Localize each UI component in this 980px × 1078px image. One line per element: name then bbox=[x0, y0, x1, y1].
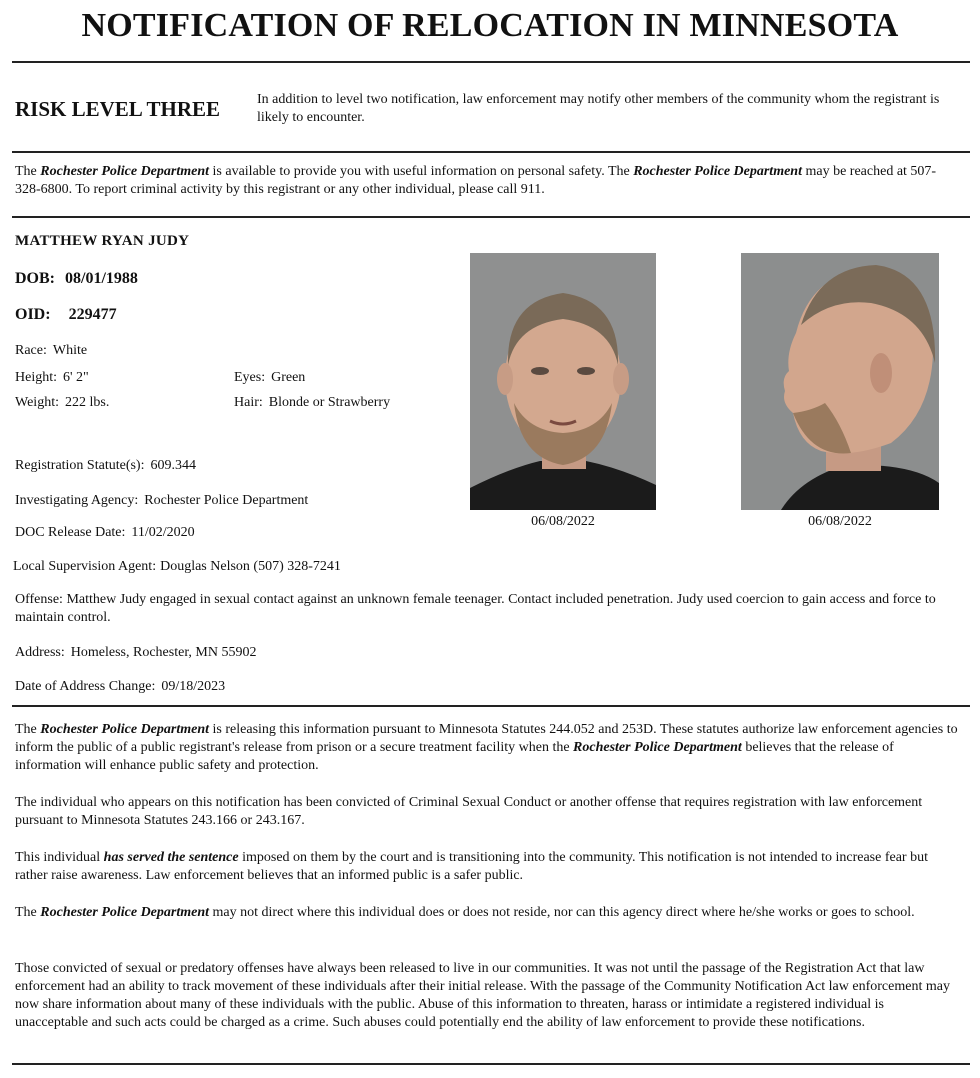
weight-label: Weight: bbox=[15, 395, 59, 410]
address-field bbox=[15, 644, 256, 662]
hair-field bbox=[234, 394, 390, 412]
offense-field bbox=[15, 591, 960, 627]
eyes-value: Green bbox=[271, 370, 306, 385]
registration-act-paragraph: Those convicted of sexual or predatory offenses have always been released to live in our communities. It was not until the passage of the Registration Act that law enforcement had an ability to track movement of these individuals after their initial release. With the passage of the Community Notification Act law enforcement may now share information about many of these individuals with the public. Abuse of this information to threaten, harass or intimidate a registered individual is unacceptable and such acts could be charged as a crime. Such abuses could potentially end the ability of law enforcement to provide these notifications. bbox=[15, 961, 950, 1030]
offense-value: Matthew Judy engaged in sexual contact against an unknown female teenager. Contact included penetration. Judy used coercion to gain access and force to maintain control. bbox=[15, 592, 936, 625]
release-value: 11/02/2020 bbox=[131, 525, 195, 540]
agency-value: Rochester Police Department bbox=[144, 493, 309, 508]
front-photo-date: 06/08/2022 bbox=[531, 514, 595, 529]
agent-label: Local Supervision Agent: bbox=[13, 559, 157, 574]
agent-field bbox=[13, 558, 341, 576]
race-label: Race: bbox=[15, 343, 47, 358]
page-title: NOTIFICATION OF RELOCATION IN MINNESOTA bbox=[81, 7, 899, 44]
offense-label: Offense: bbox=[15, 592, 63, 607]
address-label: Address: bbox=[15, 645, 65, 660]
release-label: DOC Release Date: bbox=[15, 525, 126, 540]
profile-portrait-illustration bbox=[741, 253, 939, 510]
text-segment: The bbox=[15, 905, 41, 920]
agency-name: Rochester Police Department bbox=[40, 722, 210, 737]
registrant-name: MATTHEW RYAN JUDY bbox=[15, 233, 190, 249]
front-photo bbox=[470, 253, 656, 510]
agency-name: Rochester Police Department bbox=[40, 905, 210, 920]
text-segment: The bbox=[15, 722, 41, 737]
agency-name: Rochester Police Department bbox=[633, 164, 802, 179]
agency-name: Rochester Police Department bbox=[40, 164, 210, 179]
text-segment: believes that the release of information will enhance public safety and protection. bbox=[15, 740, 894, 773]
dob-value: 08/01/1988 bbox=[65, 270, 138, 287]
divider bbox=[12, 61, 970, 63]
statutes-paragraph bbox=[15, 721, 960, 775]
hair-value: Blonde or Strawberry bbox=[268, 395, 391, 410]
front-portrait-illustration bbox=[470, 253, 656, 510]
profile-photo-date: 06/08/2022 bbox=[808, 514, 872, 529]
statute-label: Registration Statute(s): bbox=[15, 458, 145, 473]
dob-field bbox=[15, 269, 138, 289]
text-segment: imposed on them by the court and is transitioning into the community. This notification is not intended to increase fear but rather raise awareness. Law enforcement believes that an informed public is a safer public. bbox=[15, 850, 928, 883]
hair-label: Hair: bbox=[234, 395, 263, 410]
sentence-paragraph bbox=[15, 849, 960, 885]
height-value: 6' 2" bbox=[63, 370, 89, 385]
address-change-value: 09/18/2023 bbox=[161, 679, 226, 694]
eyes-field bbox=[234, 369, 305, 387]
weight-field bbox=[15, 394, 109, 412]
profile-photo bbox=[741, 253, 939, 510]
statute-value: 609.344 bbox=[150, 458, 196, 473]
divider bbox=[12, 216, 970, 218]
text-segment: may be reached at 507-328-6800. To report criminal activity by this registrant or any other individual, please call 911. bbox=[15, 164, 937, 197]
race-field bbox=[15, 342, 87, 360]
agency-name: Rochester Police Department bbox=[573, 740, 742, 755]
oid-value: 229477 bbox=[68, 306, 117, 323]
text-segment: may not direct where this individual does or does not reside, nor can this agency direct where he/she works or goes to school. bbox=[209, 905, 915, 920]
risk-level: RISK LEVEL THREE bbox=[15, 97, 221, 121]
agency-field bbox=[15, 492, 308, 510]
address-change-field bbox=[15, 678, 225, 696]
emphasis-text: has served the sentence bbox=[103, 850, 239, 865]
divider bbox=[12, 1063, 970, 1065]
release-field bbox=[15, 524, 195, 542]
agency-label: Investigating Agency: bbox=[15, 493, 139, 508]
statute-field bbox=[15, 457, 196, 475]
agent-value: Douglas Nelson (507) 328-7241 bbox=[160, 559, 341, 574]
divider bbox=[12, 705, 970, 707]
height-label: Height: bbox=[15, 370, 57, 385]
text-segment: The bbox=[15, 164, 41, 179]
race-value: White bbox=[52, 343, 88, 358]
oid-label: OID: bbox=[15, 306, 51, 323]
text-segment: is releasing this information pursuant to Minnesota Statutes 244.052 and 253D. These statutes authorize law enforcement agencies to inform the public of a public registrant's release from prison or a secure treatment facility when the bbox=[15, 722, 958, 755]
conviction-paragraph: The individual who appears on this notification has been convicted of Criminal Sexual Conduct or another offense that requires registration with law enforcement pursuant to Minnesota Statutes 243.166 or 243.167. bbox=[15, 795, 923, 828]
residence-paragraph bbox=[15, 904, 960, 922]
address-value: Homeless, Rochester, MN 55902 bbox=[70, 645, 257, 660]
weight-value: 222 lbs. bbox=[64, 395, 110, 410]
text-segment: This individual bbox=[15, 850, 104, 865]
risk-description: In addition to level two notification, law enforcement may notify other members of the community whom the registrant is likely to encounter. bbox=[257, 92, 940, 125]
contact-paragraph bbox=[15, 163, 960, 199]
height-field bbox=[15, 369, 89, 387]
address-change-label: Date of Address Change: bbox=[15, 679, 156, 694]
dob-label: DOB: bbox=[15, 270, 55, 287]
oid-field bbox=[15, 305, 117, 325]
eyes-label: Eyes: bbox=[234, 370, 266, 385]
text-segment: is available to provide you with useful information on personal safety. The bbox=[209, 164, 634, 179]
divider bbox=[12, 151, 970, 153]
